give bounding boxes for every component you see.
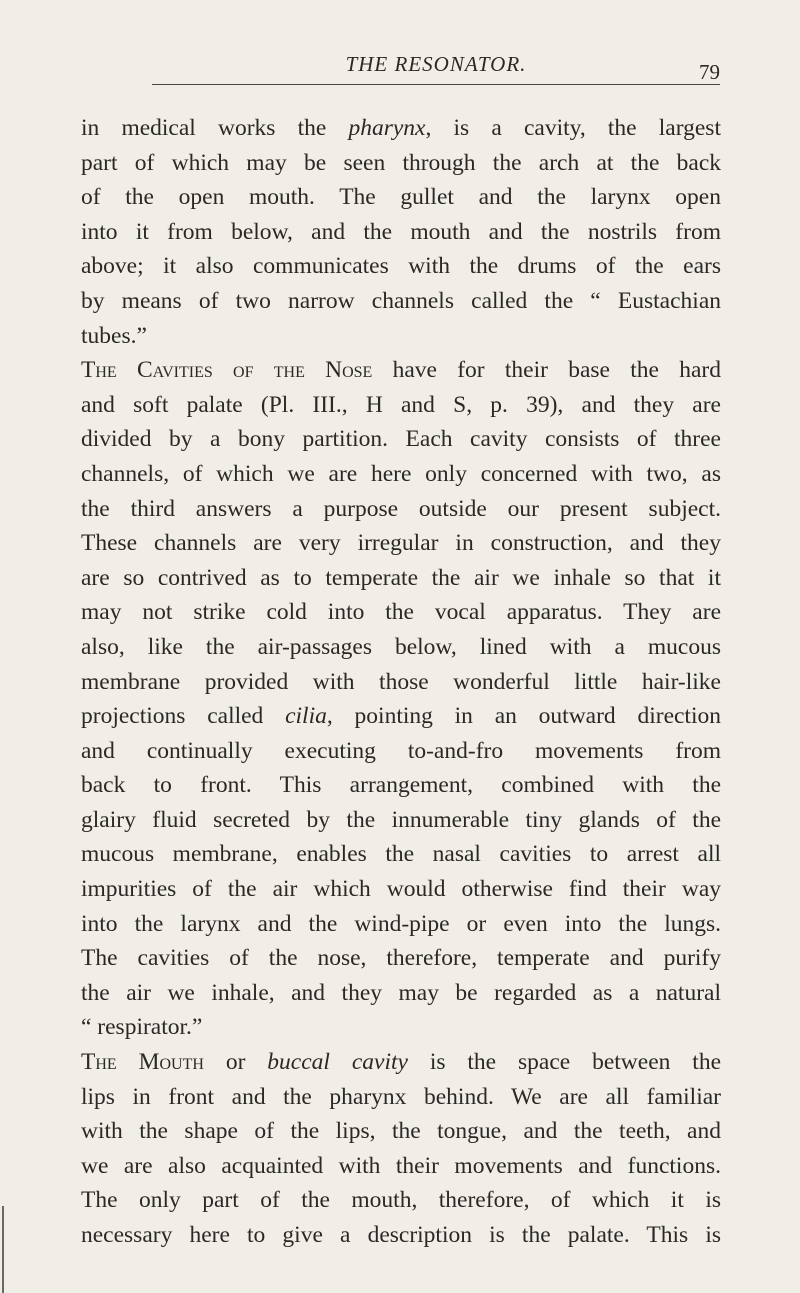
text-line: back to front. This arrangement, combined with the <box>81 772 721 799</box>
text-line: impurities of the air which would otherwise find their way <box>81 876 721 903</box>
text-line: may not strike cold into the vocal apparatus. They are <box>81 599 721 626</box>
text-line: part of which may be seen through the arch at the back <box>81 149 721 176</box>
page-header <box>152 52 720 92</box>
text-line: tubes.” <box>81 322 147 349</box>
text-line: divided by a bony partition. Each cavity consists of three <box>81 426 721 453</box>
italic-term: cilia <box>285 703 327 730</box>
text-line: of the open mouth. The gullet and the larynx open <box>81 184 721 211</box>
text-line: necessary here to give a description is the palate. This is <box>81 1222 721 1248</box>
text-line: glairy fluid secreted by the innumerable tiny glands of the <box>81 806 721 833</box>
text-line: The Cavities of the Nose have for their base the hard <box>81 357 721 384</box>
text-line: the third answers a purpose outside our present subject. <box>81 495 721 522</box>
text-line: the air we inhale, and they may be regarded as a natural <box>81 979 721 1006</box>
small-caps-heading: The Cavities of the Nose <box>81 357 373 384</box>
text-line: and continually executing to-and-fro movements from <box>81 737 721 764</box>
body-text <box>81 111 721 1253</box>
text-line: The only part of the mouth, therefore, of which it is <box>81 1187 721 1214</box>
text-line: channels, of which we are here only concerned with two, as <box>81 460 721 487</box>
text-line: The Mouth or buccal cavity is the space between the <box>81 1049 721 1076</box>
text-line: membrane provided with those wonderful little hair-like <box>81 668 721 695</box>
italic-term: buccal cavity <box>267 1049 408 1076</box>
text-line: lips in front and the pharynx behind. We are all familiar <box>81 1083 721 1110</box>
text-line: The cavities of the nose, therefore, temperate and purify <box>81 945 721 972</box>
running-head: THE RESONATOR. <box>345 52 527 76</box>
text-line: and soft palate (Pl. III., H and S, p. 39), and they are <box>81 391 721 418</box>
text-line: projections called cilia, pointing in an outward direction <box>81 703 721 730</box>
text-line: in medical works the pharynx, is a cavity, the largest <box>81 115 721 141</box>
text-line: “ respirator.” <box>81 1014 203 1041</box>
text-line: above; it also communicates with the drums of the ears <box>81 253 721 280</box>
text-line: into the larynx and the wind-pipe or even into the lungs. <box>81 910 721 937</box>
margin-mark <box>2 1206 4 1293</box>
text-line: by means of two narrow channels called the “ Eustachian <box>81 287 721 314</box>
small-caps-heading: The Mouth <box>81 1049 204 1076</box>
header-rule <box>152 84 720 85</box>
text-line: mucous membrane, enables the nasal cavities to arrest all <box>81 841 721 868</box>
italic-term: pharynx <box>348 115 426 141</box>
text-line: we are also acquainted with their movements and functions. <box>81 1152 721 1179</box>
text-line: These channels are very irregular in construction, and they <box>81 530 721 557</box>
page-number: 79 <box>699 60 720 84</box>
text-line: also, like the air-passages below, lined with a mucous <box>81 633 721 660</box>
text-line: into it from below, and the mouth and the nostrils from <box>81 218 721 245</box>
text-line: are so contrived as to temperate the air we inhale so that it <box>81 564 721 591</box>
text-line: with the shape of the lips, the tongue, and the teeth, and <box>81 1118 721 1145</box>
